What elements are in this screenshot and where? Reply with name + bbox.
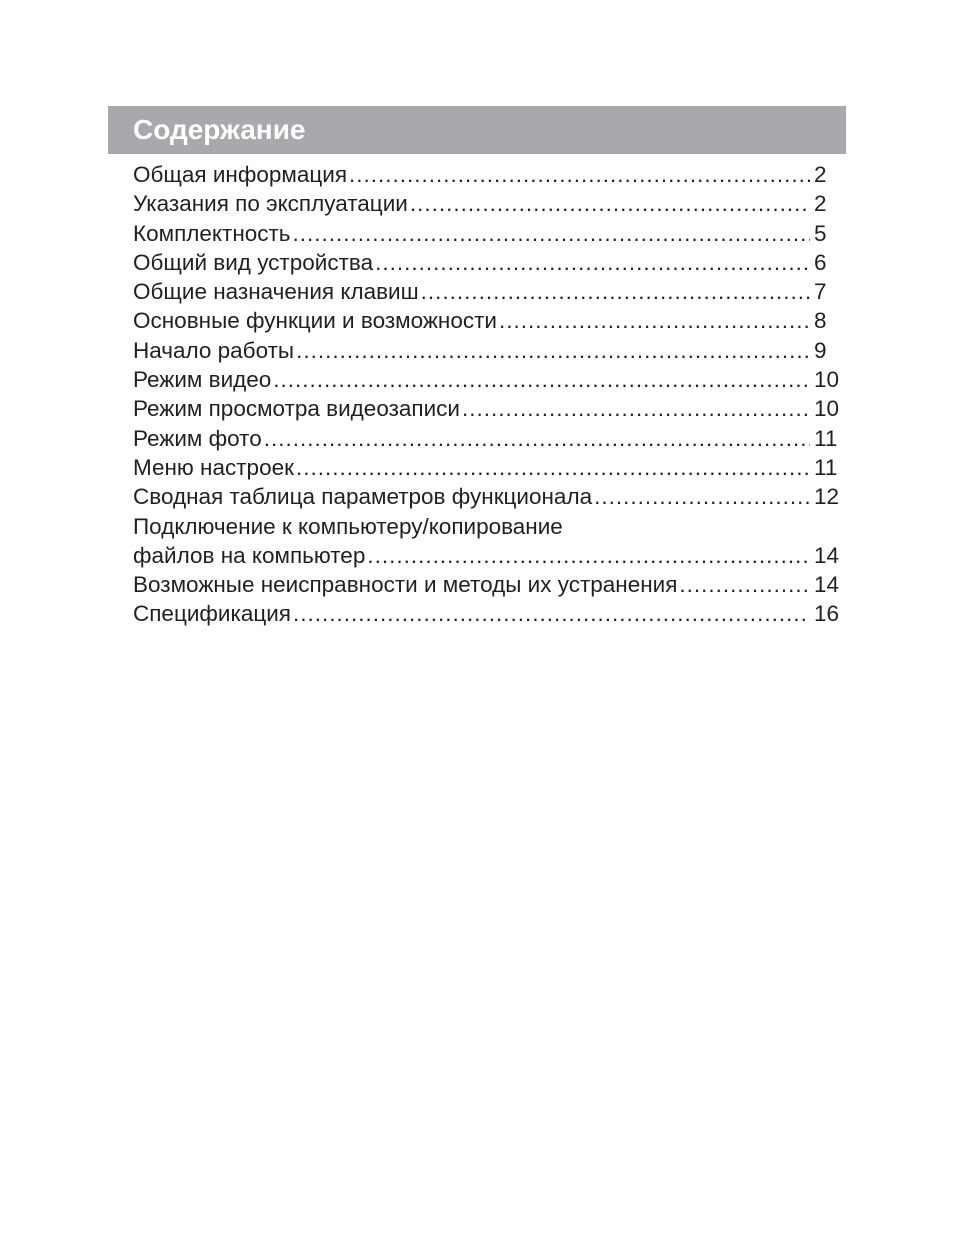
toc-entry <box>133 512 844 571</box>
dot-leader <box>273 365 810 394</box>
dot-leader <box>499 306 810 335</box>
toc-entry <box>133 599 844 628</box>
toc-entry-title: Меню настроек <box>133 454 294 480</box>
toc-entry-title: Спецификация <box>133 601 291 627</box>
toc-line <box>133 570 844 599</box>
toc-page-number: 2 <box>814 191 827 217</box>
toc-page-number: 12 <box>814 484 840 510</box>
dot-leader <box>410 189 810 218</box>
toc-entry-title: Режим фото <box>133 425 262 451</box>
toc-entry-title: Возможные неисправности и методы их устранения <box>133 572 678 598</box>
toc-entry <box>133 570 844 599</box>
toc-line <box>133 365 844 394</box>
toc-line <box>133 277 844 306</box>
dot-leader <box>349 160 810 189</box>
section-header-bar <box>108 106 846 154</box>
toc-line <box>133 306 844 335</box>
toc-entry-title: Общие назначения клавиш <box>133 279 419 305</box>
toc-entry-title: Режим просмотра видеозаписи <box>133 396 460 422</box>
toc-entry <box>133 189 844 218</box>
toc-line <box>133 424 844 453</box>
dot-leader <box>296 336 810 365</box>
toc-entry-title: файлов на компьютер <box>133 542 366 568</box>
toc-page-number: 6 <box>814 249 827 275</box>
dot-leader <box>679 570 810 599</box>
toc-entry-title: Указания по эксплуатации <box>133 191 408 217</box>
dot-leader <box>293 599 810 628</box>
toc-line <box>133 189 844 218</box>
toc-page-number: 7 <box>814 279 827 305</box>
toc-line <box>133 394 844 423</box>
page-title: Содержание <box>133 114 306 145</box>
toc-entry-title: Общая информация <box>133 162 348 187</box>
toc-entry <box>133 336 844 365</box>
dot-leader <box>375 248 810 277</box>
toc-page-number: 5 <box>814 220 827 246</box>
toc-page-number: 11 <box>814 454 838 480</box>
toc-page-number: 10 <box>814 396 840 422</box>
toc-entry <box>133 248 844 277</box>
toc-entry <box>133 160 844 189</box>
toc-page-number: 10 <box>814 367 840 393</box>
dot-leader <box>594 482 810 511</box>
toc-line <box>133 453 844 482</box>
toc-entry <box>133 424 844 453</box>
toc-entry-title: Комплектность <box>133 220 291 246</box>
toc-page-number: 11 <box>814 425 838 451</box>
toc-line <box>133 482 844 511</box>
toc-entry <box>133 394 844 423</box>
toc-line <box>133 336 844 365</box>
toc-line <box>133 541 844 570</box>
dot-leader <box>421 277 810 306</box>
toc-line-first <box>133 512 844 541</box>
toc-page-number: 14 <box>814 572 840 598</box>
toc-entry-title: Общий вид устройства <box>133 249 374 275</box>
dot-leader <box>264 424 810 453</box>
toc-entry-title: Сводная таблица параметров функционала <box>133 484 593 510</box>
toc-entry <box>133 277 844 306</box>
toc-entry-title: Основные функции и возможности <box>133 308 497 334</box>
toc-entry-title: Режим видео <box>133 367 272 393</box>
toc-page-number: 14 <box>814 542 840 568</box>
toc-line <box>133 248 844 277</box>
dot-leader <box>367 541 810 570</box>
dot-leader <box>296 453 810 482</box>
toc-page-number: 2 <box>814 162 827 187</box>
toc-page-number: 9 <box>814 337 827 363</box>
toc-entry <box>133 482 844 511</box>
toc-entry-title-line1: Подключение к компьютеру/копирование <box>133 513 563 539</box>
toc-page-number: 8 <box>814 308 827 334</box>
toc-line <box>133 160 844 189</box>
toc-entry <box>133 306 844 335</box>
toc-entry <box>133 365 844 394</box>
toc-page-number: 16 <box>814 601 840 627</box>
toc-line <box>133 599 844 628</box>
toc-entry-title: Начало работы <box>133 337 295 363</box>
toc-entry <box>133 219 844 248</box>
table-of-contents <box>133 160 844 629</box>
dot-leader <box>462 394 810 423</box>
toc-line <box>133 219 844 248</box>
toc-entry <box>133 453 844 482</box>
dot-leader <box>293 219 810 248</box>
